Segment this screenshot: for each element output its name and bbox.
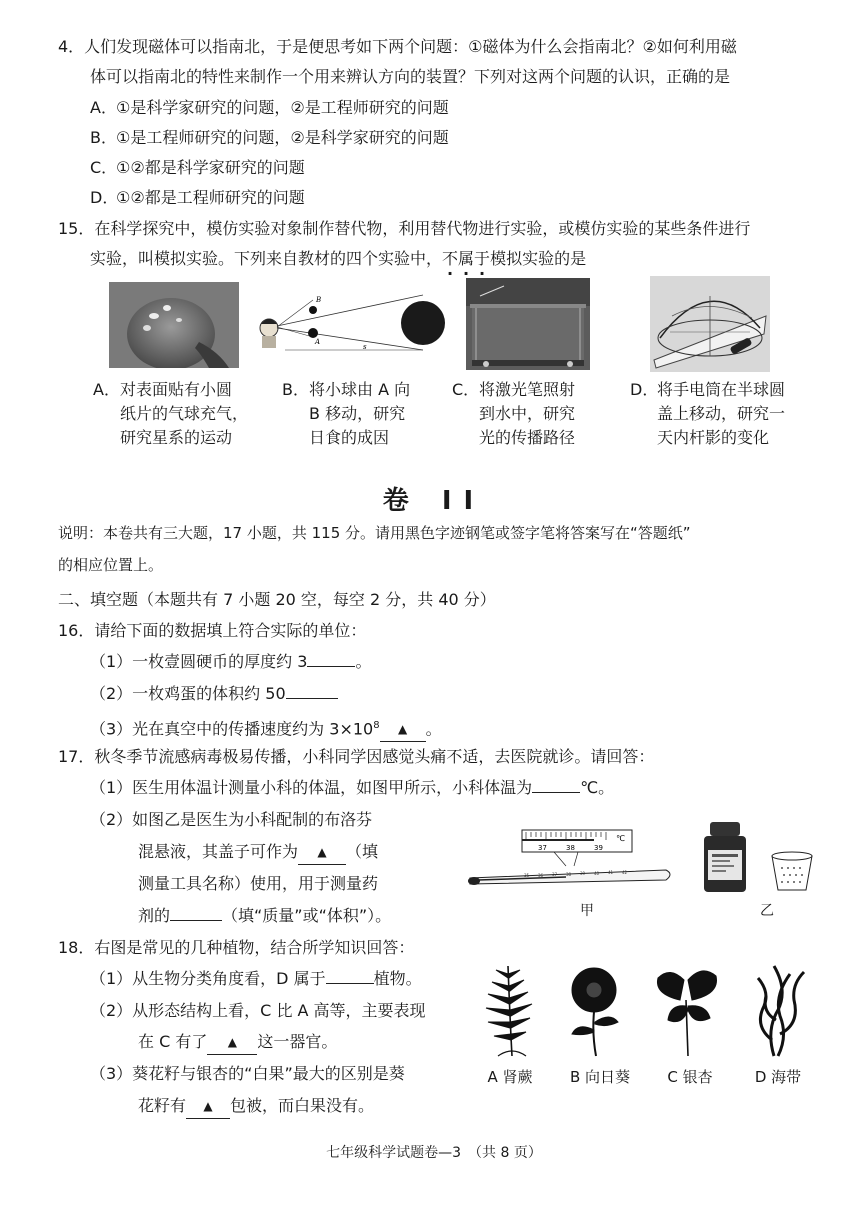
q15-option-b — [282, 378, 432, 452]
q16-item-1 — [90, 651, 371, 673]
q14-stem-line1: 4．人们发现磁体可以指南北，于是便思考如下两个问题：①磁体为什么会指南北？②如何利用磁 — [58, 37, 737, 56]
label-s: s — [363, 343, 367, 351]
figure-label-a: 甲 — [580, 903, 594, 919]
hemisphere-image — [650, 276, 770, 372]
plant-label-a: A 肾蕨 — [487, 1068, 533, 1086]
item-text: （2）一枚鸡蛋的体积约 50 — [90, 684, 286, 703]
item-text: （1）医生用体温计测量小科的体温，如图甲所示，小科体温为 — [90, 778, 533, 797]
q15-option-c — [452, 378, 602, 452]
q18-stem: 18．右图是常见的几种植物，结合所学知识回答： — [58, 938, 415, 957]
scale-label: 36 — [538, 873, 544, 878]
q15-stem-pre: 实验，叫模拟实验。下列来自教材的四个实验中， — [90, 249, 443, 268]
option-text: ①是科学家研究的问题，②是工程师研究的问题 — [116, 98, 449, 117]
plant-label-d: D 海带 — [754, 1068, 802, 1086]
emphasis-char: 于 — [474, 249, 491, 268]
item-end: （填 — [346, 842, 379, 861]
option-text: 天内杆影的变化 — [657, 428, 770, 447]
tick-label: 38 — [566, 844, 575, 852]
item-end: 植物。 — [373, 969, 422, 988]
item-text: 在 C 有了 — [138, 1032, 208, 1051]
option-text: 日食的成因 — [309, 428, 390, 447]
answer-blank[interactable] — [307, 666, 355, 667]
eclipse-svg — [255, 290, 445, 356]
laser-water-image — [466, 278, 590, 370]
q15-option-d — [630, 378, 810, 452]
answer-blank[interactable] — [186, 1095, 230, 1119]
fern-icon — [486, 966, 532, 1056]
answer-blank[interactable] — [207, 1031, 257, 1055]
item-end: 包被，而白果没有。 — [230, 1096, 375, 1115]
q14-option-c — [90, 156, 305, 179]
item-end: （填“质量”或“体积”）。 — [222, 906, 392, 925]
q17-item-2-line3: 测量工具名称）使用，用于测量药 — [138, 874, 379, 893]
item-text: （1）从生物分类角度看，D 属于 — [90, 969, 326, 988]
q18-item-3-line2 — [138, 1095, 374, 1119]
answer-blank[interactable] — [170, 920, 222, 921]
q15-stem-line1: 15．在科学探究中，模仿实验对象制作替代物，利用替代物进行实验，或模仿实验的某些条件进行 — [58, 219, 751, 238]
scale-label: 41 — [608, 870, 614, 875]
tick-label: 39 — [594, 844, 603, 852]
label-a: A — [315, 338, 321, 346]
item-text: （1）一枚壹圆硬币的厚度约 3 — [90, 652, 308, 671]
q15-stem-line2 — [90, 248, 586, 270]
answer-blank[interactable] — [286, 698, 338, 699]
option-letter: C． — [452, 380, 480, 399]
triangle-mark: ▲ — [227, 1035, 237, 1049]
part-title: 二、填空题（本题共有 7 小题 20 空，每空 2 分，共 40 分） — [58, 590, 496, 609]
item-end: 。 — [355, 652, 372, 671]
answer-blank[interactable] — [380, 718, 426, 742]
item-end: ℃。 — [580, 778, 615, 797]
answer-blank[interactable] — [298, 841, 346, 865]
option-text: ①②都是科学家研究的问题 — [116, 158, 305, 177]
emphasis-char: 不 — [442, 249, 459, 268]
item-text: 混悬液，其盖子可作为 — [138, 842, 299, 861]
q16-item-3 — [90, 715, 442, 742]
item-text: 剂的 — [138, 906, 171, 925]
plants-figure — [474, 960, 814, 1060]
q18-item-1 — [90, 968, 422, 990]
answer-blank[interactable] — [532, 792, 580, 793]
q18-item-2-line2 — [138, 1031, 337, 1055]
q14-option-b — [90, 126, 449, 149]
option-text: ①②都是工程师研究的问题 — [116, 188, 305, 207]
page-footer: 七年级科学试题卷—3 （共 8 页） — [326, 1145, 542, 1161]
option-text: 将小球由 A 向 — [309, 380, 411, 399]
unit-label: ℃ — [616, 834, 625, 843]
item-text: 花籽有 — [138, 1096, 187, 1115]
q15-option-a — [93, 378, 253, 452]
answer-blank[interactable] — [326, 983, 374, 984]
balloon-photo — [109, 282, 239, 368]
plant-label-c: C 银杏 — [667, 1068, 713, 1086]
q16-item-2 — [90, 683, 338, 705]
exponent: 8 — [373, 720, 380, 731]
thermometer-figure — [466, 826, 686, 896]
scale-label: 38 — [566, 872, 572, 877]
option-text: 将激光笔照射 — [479, 380, 576, 399]
balloon-image — [109, 282, 239, 368]
option-letter: D． — [90, 188, 119, 207]
label-b: B — [316, 296, 322, 304]
option-text: 对表面贴有小圆 — [120, 380, 233, 399]
option-text: 将手电筒在半球圆 — [657, 380, 786, 399]
section-note-line1: 说明：本卷共有三大题，17 小题，共 115 分。请用黑色字迹钢笔或签字笔将答案写在“答题纸” — [58, 524, 691, 542]
option-letter: C． — [90, 158, 118, 177]
option-text: 光的传播路径 — [479, 428, 576, 447]
medicine-svg — [696, 820, 836, 896]
triangle-mark: ▲ — [203, 1099, 213, 1113]
medicine-figure — [696, 820, 836, 896]
q14-option-d — [90, 186, 305, 209]
plants-svg — [474, 960, 814, 1060]
item-text: （3）光在真空中的传播速度约为 3×10 — [90, 719, 374, 739]
q17-stem: 17．秋冬季节流感病毒极易传播，小科同学因感觉头痛不适，去医院就诊。请回答： — [58, 747, 655, 766]
option-text: ①是工程师研究的问题，②是科学家研究的问题 — [116, 128, 449, 147]
q18-item-3-line1: （3）葵花籽与银杏的“白果”最大的区别是葵 — [90, 1064, 405, 1083]
triangle-mark: ▲ — [317, 845, 327, 859]
tick-label: 37 — [538, 844, 547, 852]
option-text: 纸片的气球充气， — [120, 404, 249, 423]
option-text: 到水中，研究 — [479, 404, 576, 423]
item-end: 这一器官。 — [257, 1032, 338, 1051]
figure-label-b: 乙 — [760, 903, 774, 919]
eclipse-diagram — [255, 290, 445, 356]
option-text: 盖上移动，研究一 — [657, 404, 786, 423]
plant-label-b: B 向日葵 — [569, 1068, 631, 1086]
laser-water-photo — [466, 278, 590, 370]
thermometer-svg — [466, 826, 686, 896]
ginkgo-icon — [657, 971, 716, 1056]
triangle-mark: ▲ — [397, 722, 408, 737]
kelp-icon — [758, 966, 804, 1056]
item-end: 。 — [425, 719, 442, 739]
q15-stem-post: 模拟实验的是 — [490, 249, 587, 268]
q17-item-2-line4 — [138, 905, 391, 927]
option-letter: A． — [93, 380, 120, 399]
option-text: 研究星系的运动 — [120, 428, 233, 447]
q14-stem-line2: 体可以指南北的特性来制作一个用来辨认方向的装置？下列对这两个问题的认识，正确的是 — [90, 67, 731, 86]
q17-item-1 — [90, 777, 614, 799]
option-letter: B． — [90, 128, 117, 147]
scale-label: 39 — [580, 871, 586, 876]
option-letter: A． — [90, 98, 117, 117]
option-letter: B． — [282, 380, 309, 399]
q17-item-2-line1: （2）如图乙是医生为小科配制的布洛芬 — [90, 810, 373, 829]
q18-item-2-line1: （2）从形态结构上看，C 比 A 高等，主要表现 — [90, 1001, 426, 1020]
scale-label: 35 — [524, 873, 530, 878]
option-letter: D． — [630, 380, 659, 399]
scale-label: 37 — [552, 872, 558, 877]
sunflower-icon — [572, 968, 618, 1056]
q16-stem: 16．请给下面的数据填上符合实际的单位： — [58, 621, 367, 640]
option-text: B 移动，研究 — [309, 404, 406, 423]
section-note-line2: 的相应位置上。 — [58, 556, 164, 574]
scale-label: 40 — [594, 871, 600, 876]
q14-option-a — [90, 96, 449, 119]
q17-item-2-line2 — [138, 841, 378, 865]
hemisphere-photo — [650, 276, 770, 372]
emphasis-char: 属 — [458, 249, 475, 268]
section-title: 卷 II — [382, 486, 486, 516]
scale-label: 42 — [622, 870, 628, 875]
